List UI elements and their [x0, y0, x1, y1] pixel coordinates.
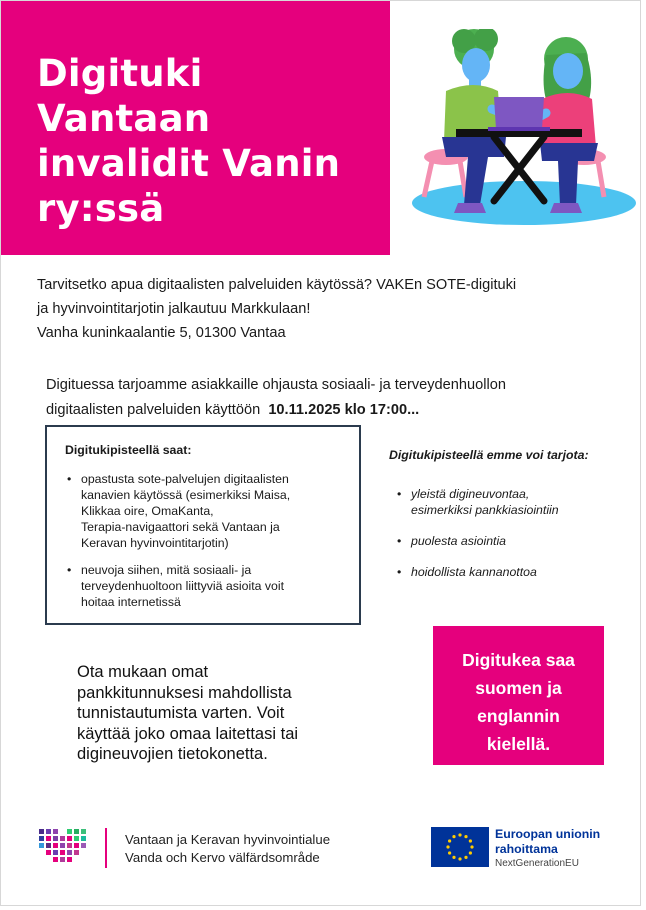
- cannot-offer-list: [389, 486, 639, 580]
- bring-line: tunnistautumista varten. Voit: [77, 704, 285, 722]
- eu-star-icon: [458, 833, 461, 836]
- languages-line: Digitukea saa: [462, 650, 575, 670]
- list-item-line: • hoidollista kannanottoa: [411, 565, 537, 579]
- cannot-offer-section: [389, 448, 639, 595]
- event-date: 10.11.2025 klo 17:00...: [268, 402, 420, 418]
- bring-credentials-text: [77, 662, 377, 765]
- list-item-line: • neuvoja siihen, mitä sosiaali- ja: [81, 563, 252, 577]
- list-item: [395, 486, 639, 518]
- title-line: Digituki: [37, 52, 203, 95]
- eu-star-icon: [448, 839, 451, 842]
- bring-line: digineuvojien tietokonetta.: [77, 745, 268, 763]
- eu-star-icon: [448, 851, 451, 854]
- org-name-sv: Vanda och Kervo välfärdsområde: [125, 850, 320, 865]
- can-offer-list: [65, 471, 341, 610]
- title-line: ry:ssä: [37, 187, 165, 230]
- eu-star-icon: [464, 835, 467, 838]
- eu-star-icon: [464, 856, 467, 859]
- languages-box: [433, 626, 604, 765]
- list-item-line: • yleistä digineuvontaa,: [411, 487, 530, 501]
- title-line: invalidit Vanin: [37, 142, 341, 185]
- list-item: [395, 533, 639, 549]
- poster-title: [37, 51, 377, 231]
- eu-star-icon: [458, 857, 461, 860]
- languages-line: englannin: [477, 706, 560, 726]
- eu-star-icon: [452, 835, 455, 838]
- can-offer-box: [45, 425, 361, 625]
- footer-divider: [105, 828, 107, 868]
- list-item-line: • puolesta asiointia: [411, 534, 507, 548]
- eu-flag-icon: [431, 827, 489, 867]
- eu-funding-text: [495, 827, 600, 871]
- intro-address: Vanha kuninkaalantie 5, 01300 Vantaa: [37, 325, 286, 341]
- list-item-line: esimerkiksi pankkiasiointiin: [411, 503, 559, 517]
- lead-line: [46, 398, 626, 423]
- cannot-offer-heading: Digitukipisteellä emme voi tarjota:: [389, 448, 589, 462]
- lead-line-text: digitaalisten palveluiden käyttöön: [46, 402, 261, 418]
- title-line: Vantaan: [37, 97, 211, 140]
- list-item-line: Keravan hyvinvointitarjotin): [81, 536, 229, 550]
- org-name-fi: Vantaan ja Keravan hyvinvointialue: [125, 832, 331, 847]
- eu-star-icon: [469, 839, 472, 842]
- lead-line: Digituessa tarjoamme asiakkaille ohjausta sosiaali- ja terveydenhuollon: [46, 377, 506, 393]
- list-item: [395, 564, 639, 580]
- footer-organization: [125, 831, 330, 867]
- bring-line: käyttää joko omaa laitettasi tai: [77, 724, 299, 743]
- intro-line: ja hyvinvointitarjotin jalkautuu Markkulaan!: [37, 301, 311, 317]
- intro-line: Tarvitsetko apua digitaalisten palveluiden käytössä? VAKEn SOTE-digituki: [37, 277, 517, 293]
- eu-title-line: Euroopan unionin: [495, 827, 601, 841]
- two-people-at-laptop-illustration: [406, 29, 636, 229]
- list-item-line: Terapia-navigaattori sekä Vantaan ja: [81, 520, 280, 534]
- eu-subtitle: NextGenerationEU: [495, 858, 579, 869]
- eu-star-icon: [469, 851, 472, 854]
- list-item: [65, 471, 341, 551]
- title-block: [1, 1, 390, 255]
- eu-star-icon: [452, 856, 455, 859]
- can-offer-heading: Digitukipisteellä saat:: [65, 443, 192, 457]
- list-item-line: • opastusta sote-palvelujen digitaalisten: [81, 472, 289, 486]
- eu-title-line: rahoittama: [495, 842, 558, 856]
- intro-text: [37, 273, 617, 345]
- languages-line: kielellä.: [486, 734, 551, 754]
- languages-line: suomen ja: [475, 678, 562, 698]
- list-item: [65, 562, 341, 610]
- heart-pixel-logo-icon: [39, 829, 87, 865]
- eu-star-icon: [446, 845, 449, 848]
- list-item-line: kanavien käytössä (esimerkiksi Maisa,: [81, 488, 291, 502]
- list-item-line: hoitaa internetissä: [81, 595, 181, 609]
- list-item-line: Klikkaa oire, OmaKanta,: [81, 504, 214, 518]
- eu-star-icon: [470, 845, 473, 848]
- bring-line: Ota mukaan omat: [77, 663, 209, 681]
- lead-text: [46, 373, 626, 423]
- bring-line: pankkitunnuksesi mahdollista: [77, 683, 292, 702]
- list-item-line: terveydenhuoltoon liittyviä asioita voit: [81, 579, 285, 593]
